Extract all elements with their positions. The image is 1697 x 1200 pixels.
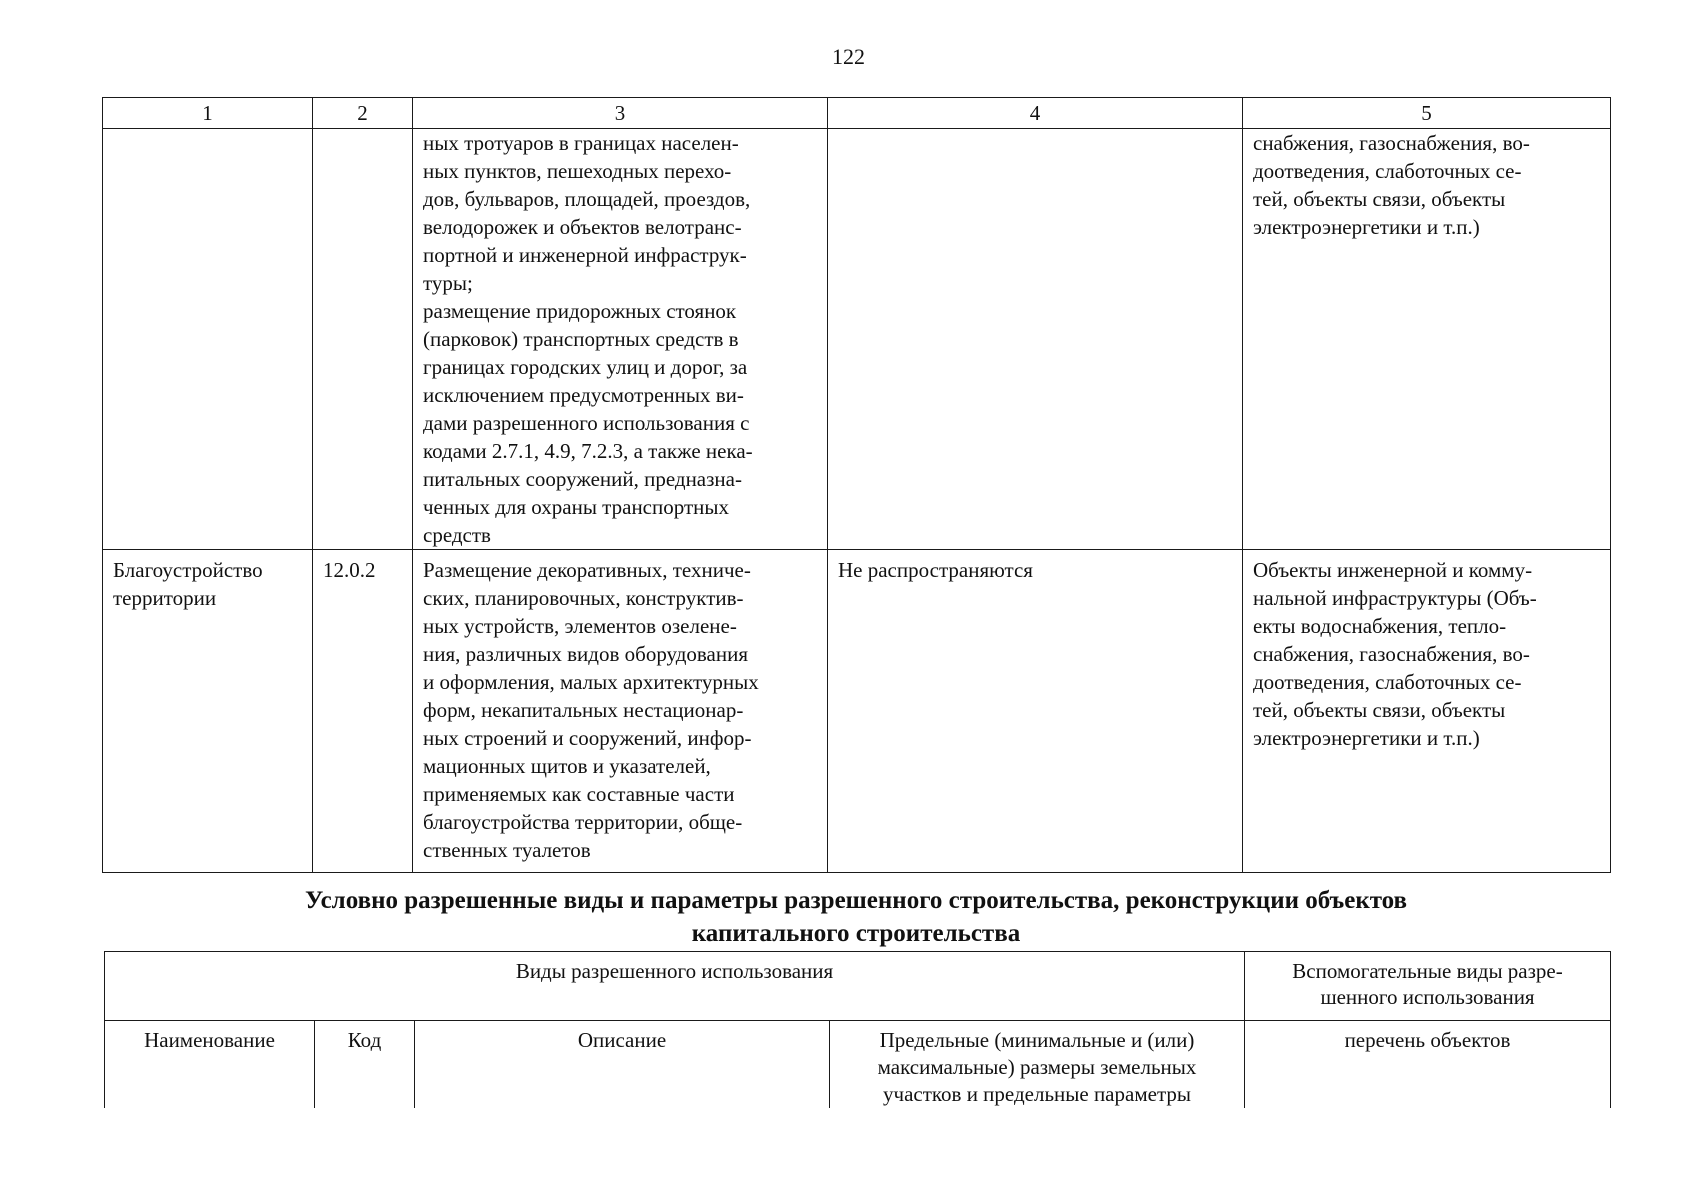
group-header-row [105,952,1611,1021]
table-row [103,550,1611,873]
column-number-row [103,98,1611,129]
group-header-main: Виды разрешенного использования [105,952,1245,1021]
description-cell: ных тротуаров в границах населен- ных пунктов, пешеходных перехо- дов, бульваров, площадей, проездов, велодорожек и объектов велотранс- портной и инженерной инфраструк- туры; размещение придорожных стоянок (парковок) транспортных средств в границах городских улиц и дорог, за исключением предусмотренных ви- дами разрешенного использования с кодами 2.7.1, 4.9, 7.2.3, а также нека- питальных сооружений, предназна- ченных для охраны транспортных средств [413,129,828,550]
auxiliary-uses-cell: Объекты инженерной и комму- нальной инфраструктуры (Объ- екты водоснабжения, тепло- снабжения, газоснабжения, во- доотведения, слаботочных се- тей, объекты связи, объекты электроэнергетики и т.п.) [1243,550,1611,873]
auxiliary-uses-cell: снабжения, газоснабжения, во- доотведения, слаботочных се- тей, объекты связи, объекты электроэнергетики и т.п.) [1243,129,1611,550]
code-cell: 12.0.2 [313,550,413,873]
name-cell [103,129,313,550]
description-cell: Размещение декоративных, техниче- ских, планировочных, конструктив- ных устройств, элементов озелене- ния, различных видов оборудования и оформления, малых архитектурных форм, некапитальных нестационар- ных строений и сооружений, инфор- мационных щитов и указателей, применяемых как составные части благоустройства территории, обще- ственных туалетов [413,550,828,873]
parameters-cell [828,129,1243,550]
permitted-uses-table [102,97,1611,873]
column-header-code: Код [315,1021,415,1109]
group-header-aux: Вспомогательные виды разре- шенного использования [1245,952,1611,1021]
column-number-cell: 1 [103,98,313,129]
sub-header-row [105,1021,1611,1109]
column-header-name: Наименование [105,1021,315,1109]
section-title: Условно разрешенные виды и параметры разрешенного строительства, реконструкции объектов капитального строительства [304,887,1408,947]
page-number: 122 [832,44,865,69]
column-header-description: Описание [415,1021,830,1109]
column-number-cell: 3 [413,98,828,129]
table-row [103,129,1611,550]
parameters-cell: Не распространяются [828,550,1243,873]
name-cell: Благоустройство территории [103,550,313,873]
column-header-aux-list: перечень объектов [1245,1021,1611,1109]
column-number-cell: 4 [828,98,1243,129]
column-number-cell: 2 [313,98,413,129]
code-cell [313,129,413,550]
conditional-uses-table [104,951,1611,1108]
column-number-cell: 5 [1243,98,1611,129]
column-header-parameters: Предельные (минимальные и (или) максимальные) размеры земельных участков и предельные параметры [830,1021,1245,1109]
